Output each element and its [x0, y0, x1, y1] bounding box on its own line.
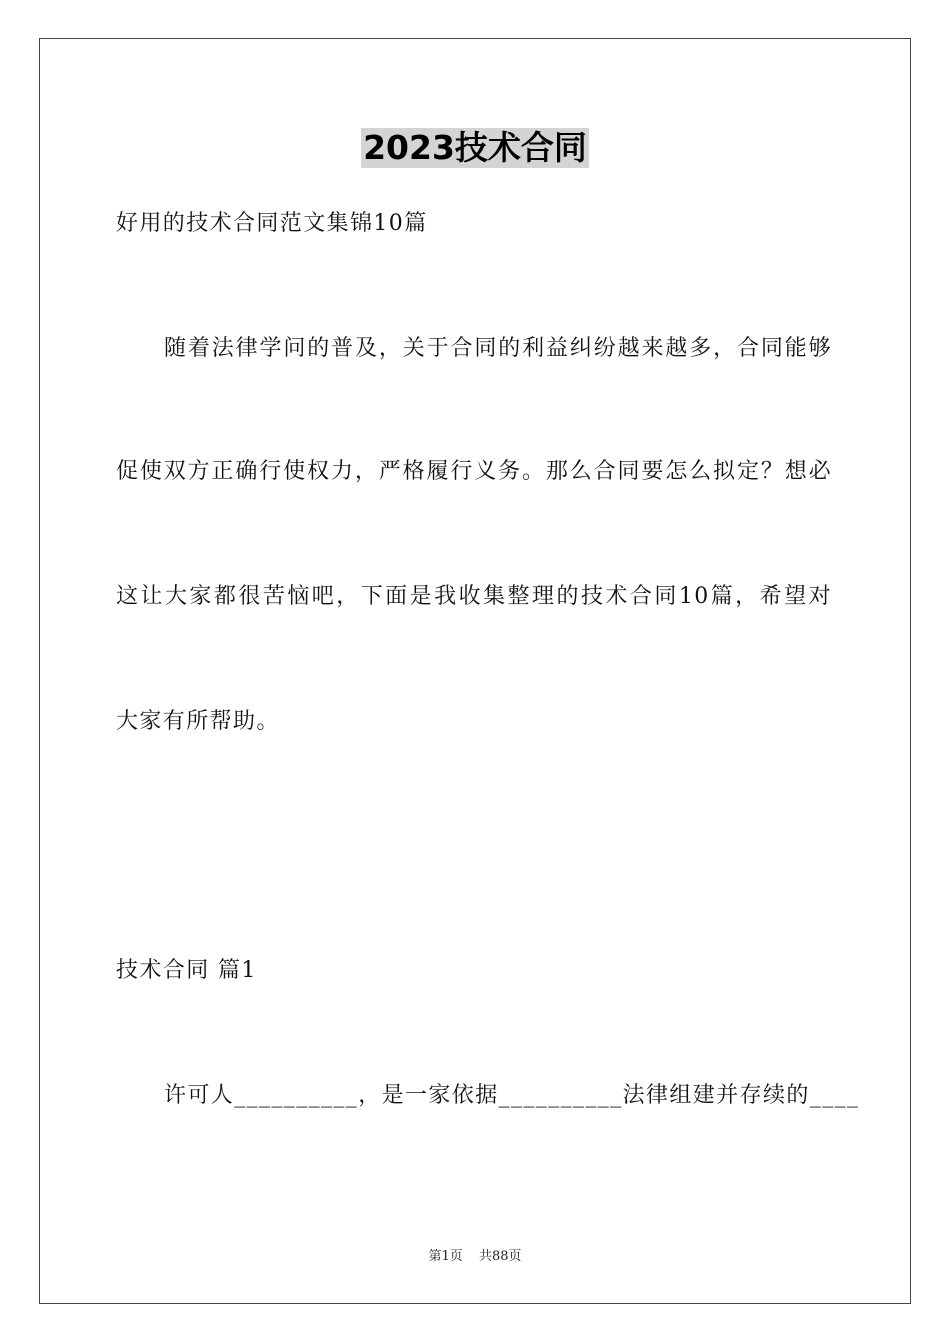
title-container: [0, 128, 950, 168]
intro-line-2: 促使双方正确行使权力，严格履行义务。那么合同要怎么拟定？想必: [116, 459, 832, 484]
section-heading: 技术合同 篇1: [116, 958, 257, 983]
document-title: 2023技术合同: [363, 128, 587, 167]
section-first-line: 许可人__________，是一家依据__________法律组建并存续的____: [164, 1083, 860, 1108]
page-footer: [0, 1248, 950, 1266]
document-subtitle: 好用的技术合同范文集锦10篇: [116, 211, 428, 236]
intro-line-4: 大家有所帮助。: [116, 709, 280, 734]
intro-line-1: 随着法律学问的普及，关于合同的利益纠纷越来越多，合同能够: [164, 336, 832, 361]
intro-line-3: 这让大家都很苦恼吧，下面是我收集整理的技术合同10篇，希望对: [116, 584, 832, 609]
page-number: 第1页: [428, 1249, 463, 1264]
page-total: 共88页: [478, 1249, 522, 1264]
